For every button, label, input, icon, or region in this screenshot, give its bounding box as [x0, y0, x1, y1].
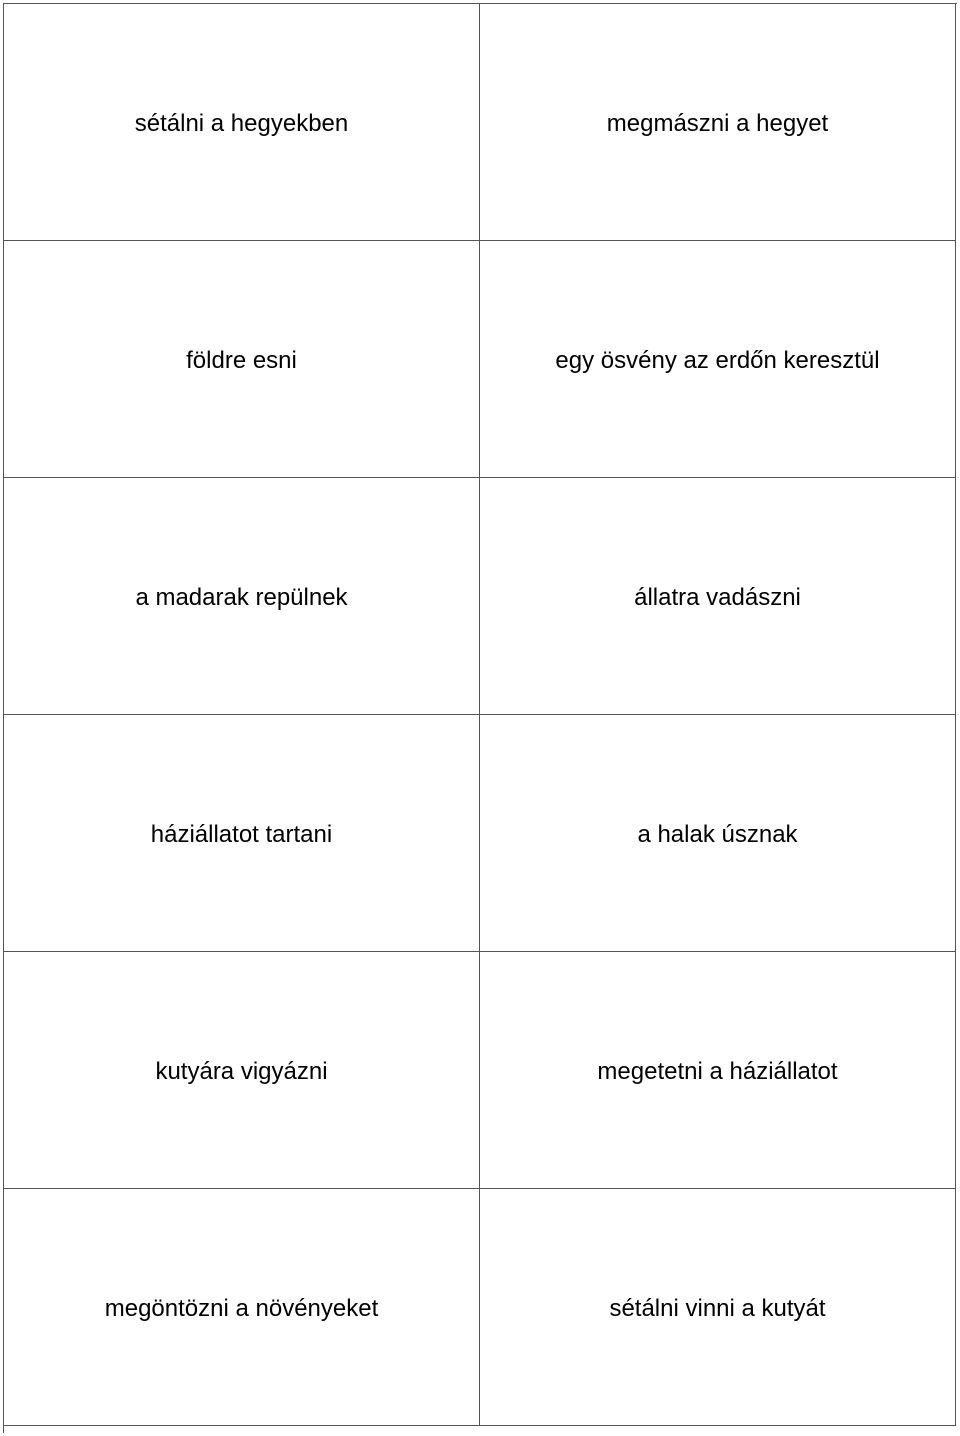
card-text: egy ösvény az erdőn keresztül [555, 347, 880, 374]
card [4, 952, 480, 1189]
card-text: kutyára vigyázni [155, 1058, 328, 1085]
card-text: a madarak repülnek [135, 584, 348, 611]
card-text: földre esni [186, 347, 297, 374]
card-text: háziállatot tartani [150, 821, 333, 848]
card [4, 715, 480, 952]
card [480, 1189, 956, 1426]
card [4, 478, 480, 715]
flashcard-sheet [3, 3, 957, 1433]
card [4, 241, 480, 478]
card-text: a halak úsznak [637, 821, 798, 848]
card [480, 715, 956, 952]
card [480, 4, 956, 241]
card-text: állatra vadászni [634, 584, 801, 611]
card-text: sétálni vinni a kutyát [609, 1295, 826, 1322]
card [4, 4, 480, 241]
card-text: megmászni a hegyet [606, 110, 829, 137]
card [480, 241, 956, 478]
card-text: megöntözni a növényeket [104, 1295, 379, 1322]
card [4, 1189, 480, 1426]
card-text: sétálni a hegyekben [134, 110, 349, 137]
card [480, 952, 956, 1189]
card [480, 478, 956, 715]
card-grid [3, 3, 957, 1433]
card-text: megetetni a háziállatot [597, 1058, 838, 1085]
